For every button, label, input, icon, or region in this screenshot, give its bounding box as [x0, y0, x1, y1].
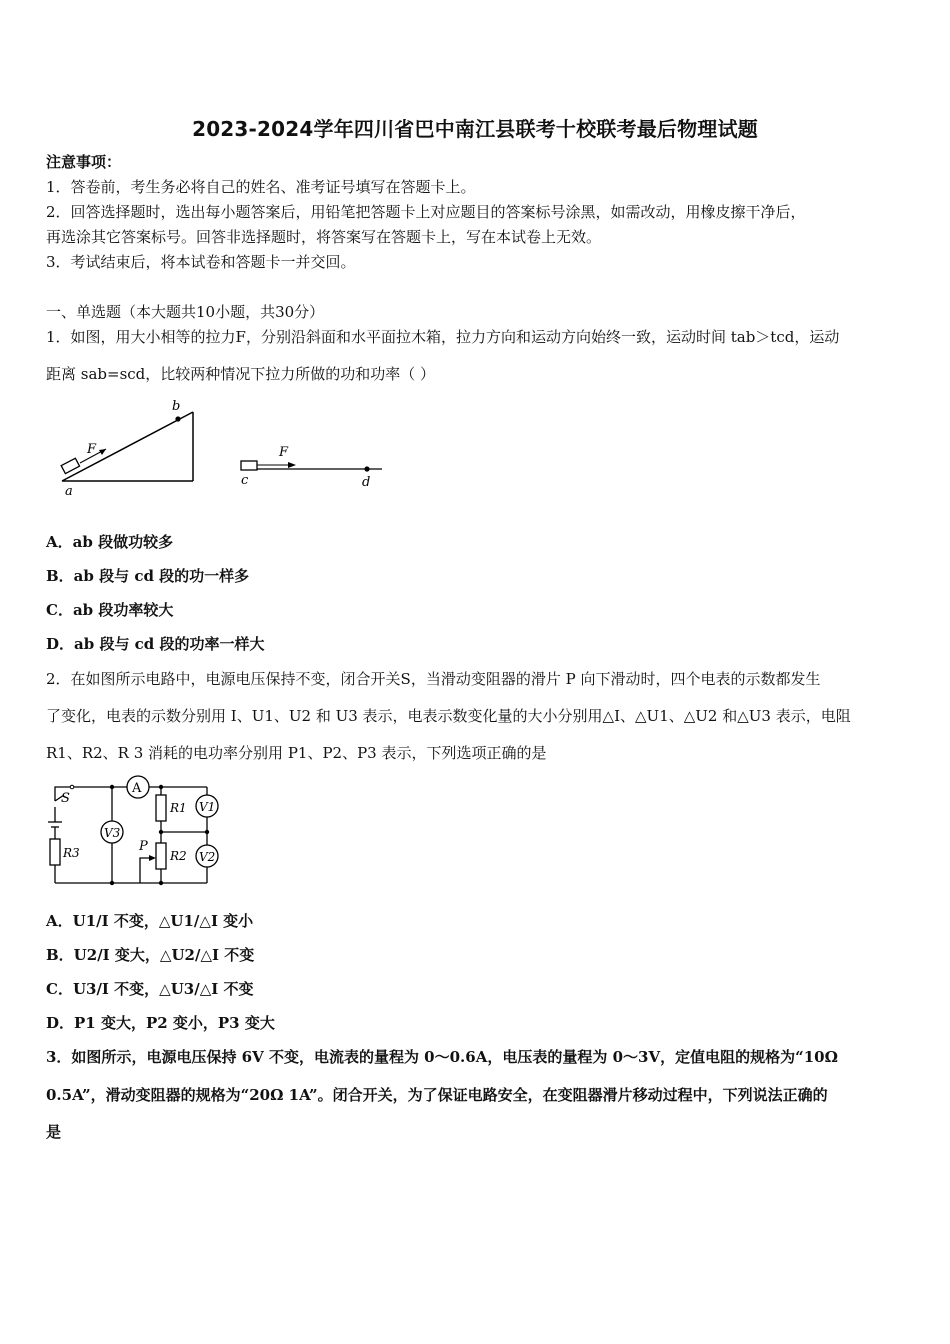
q1-option-b: B．ab 段与 cd 段的功一样多: [46, 567, 250, 585]
notice-item: 3．考试结束后，将本试卷和答题卡一并交回。: [46, 253, 356, 271]
q1-stem-line2: 距离 sab=scd，比较两种情况下拉力所做的功和功率（ ）: [46, 365, 436, 383]
q1-figure: [50, 395, 390, 500]
label-a: a: [65, 484, 73, 499]
label-P: P: [139, 839, 148, 854]
label-R2: R2: [170, 849, 187, 863]
q2-option-c: C．U3/I 不变，△U3/△I 不变: [46, 980, 254, 998]
q1-option-a: A．ab 段做功较多: [46, 533, 174, 551]
label-F2: F: [279, 445, 289, 460]
q2-circuit: [40, 775, 230, 890]
q2-stem-line3: R1、R2、R 3 消耗的电功率分别用 P1、P2、P3 表示，下列选项正确的是: [46, 744, 547, 762]
q2-stem-line1: 2．在如图所示电路中，电源电压保持不变，闭合开关S，当滑动变阻器的滑片 P 向下滑动时，四个电表的示数都发生: [46, 670, 821, 688]
q1-stem-line1: 1．如图，用大小相等的拉力F，分别沿斜面和水平面拉木箱，拉力方向和运动方向始终一致，运动时间 tab＞tcd，运动: [46, 328, 840, 346]
label-c: c: [241, 473, 249, 488]
label-F1: F: [87, 442, 97, 457]
q1-option-c: C．ab 段功率较大: [46, 601, 174, 619]
q2-option-a: A．U1/I 不变，△U1/△I 变小: [46, 912, 254, 930]
q3-stem-line2: 0.5A”，滑动变阻器的规格为“20Ω 1A”。闭合开关，为了保证电路安全，在变阻器滑片移动过程中，下列说法正确的: [46, 1086, 828, 1104]
q2-option-d: D．P1 变大，P2 变小，P3 变大: [46, 1014, 275, 1032]
label-R3: R3: [63, 846, 80, 860]
point-b: [175, 416, 180, 421]
page-title: 2023-2024学年四川省巴中南江县联考十校联考最后物理试题: [192, 117, 758, 141]
label-V3: V3: [104, 826, 121, 840]
notice-item: 2．回答选择题时，选出每小题答案后，用铅笔把答题卡上对应题目的答案标号涂黑，如需改动，用橡皮擦干净后，: [46, 203, 806, 221]
notice-item: 再选涂其它答案标号。回答非选择题时，将答案写在答题卡上，写在本试卷上无效。: [46, 228, 602, 246]
incline-hypotenuse: [62, 412, 193, 481]
flat-box: [241, 461, 257, 470]
section-heading: 一、单选题（本大题共10小题，共30分）: [46, 303, 325, 321]
label-d: d: [362, 475, 371, 490]
label-V2: V2: [199, 850, 216, 864]
point-d: [364, 466, 369, 471]
incline-box: [61, 458, 79, 473]
label-V1: V1: [199, 800, 216, 814]
q2-option-b: B．U2/I 变大，△U2/△I 不变: [46, 946, 255, 964]
notice-item: 1．答卷前，考生务必将自己的姓名、准考证号填写在答题卡上。: [46, 178, 476, 196]
q2-stem-line2: 了变化，电表的示数分别用 I、U1、U2 和 U3 表示，电表示数变化量的大小分别用△I、△U1、△U2 和△U3 表示，电阻: [46, 707, 851, 725]
notice-heading: 注意事项：: [46, 153, 122, 171]
label-A: A: [132, 781, 142, 796]
label-S: S: [61, 791, 70, 806]
label-R1: R1: [170, 801, 187, 815]
label-b: b: [172, 399, 181, 414]
q1-option-d: D．ab 段与 cd 段的功率一样大: [46, 635, 265, 653]
q3-stem-line1: 3．如图所示，电源电压保持 6V 不变，电流表的量程为 0～0.6A，电压表的量程为 0～3V，定值电阻的规格为“10Ω: [46, 1048, 838, 1066]
q3-stem-line3: 是: [46, 1123, 62, 1141]
